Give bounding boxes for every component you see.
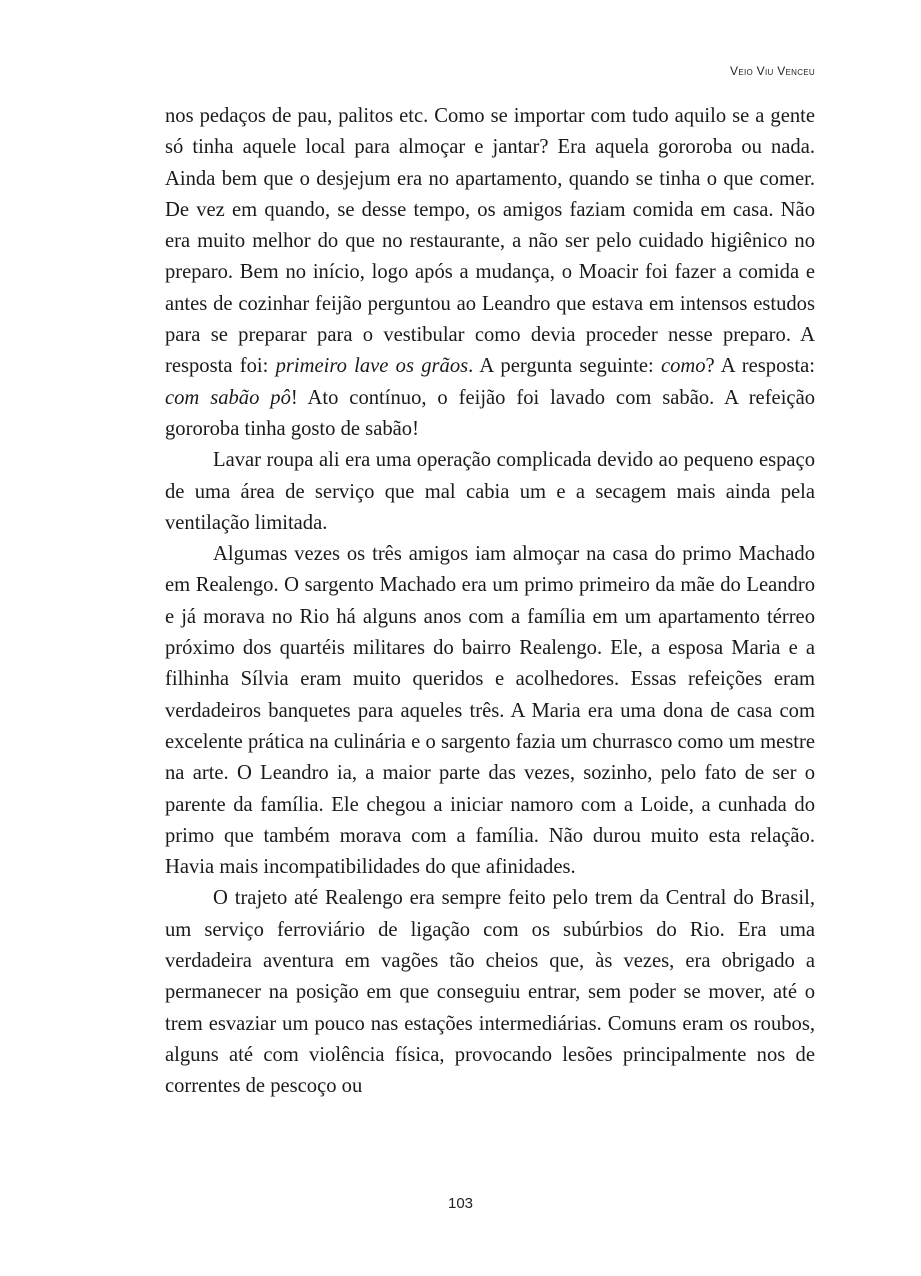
text-run: Lavar roupa ali era uma operação complicada devido ao pequeno espaço de uma área de serviço que mal cabia um e a secagem mais ainda pela ventilação limitada. [165, 449, 815, 534]
italic-run: primeiro lave os grãos [275, 355, 469, 378]
text-run: nos pedaços de pau, palitos etc. Como se importar com tudo aquilo se a gente só tinha aquele local para almoçar e jantar? Era aquela gororoba ou nada. Ainda bem que o desjejum era no apartamento, quando se tinha o que comer. De vez em quando, se desse tempo, os amigos faziam comida em casa. Não era muito melhor do que no restaurante, a não ser pelo cuidado higiênico no preparo. Bem no início, logo após a mudança, o Moacir foi fazer a comida e antes de cozinhar feijão perguntou ao Leandro que estava em intensos estudos para se preparar para o vestibular como devia proceder nesse preparo. A resposta foi: [165, 105, 815, 378]
text-run: ! Ato contínuo, o feijão foi lavado com sabão. A refeição gororoba tinha gosto de sabão! [165, 386, 816, 440]
text-run: . A pergunta seguinte: [468, 355, 661, 378]
paragraph [165, 539, 815, 883]
paragraph [165, 101, 815, 445]
text-run: O trajeto até Realengo era sempre feito pelo trem da Central do Brasil, um serviço ferroviário de ligação com os subúrbios do Rio. Era uma verdadeira aventura em vagões tão cheios que, às vezes, era obrigado a permanecer na posição em que conseguiu entrar, sem poder se mover, até o trem esvaziar um pouco nas estações intermediárias. Comuns eram os roubos, alguns até com violência física, provocando lesões principalmente nos de correntes de pescoço ou [165, 887, 815, 1098]
paragraph [165, 445, 815, 539]
running-header: Veio Viu Venceu [730, 64, 815, 78]
text-run: Algumas vezes os três amigos iam almoçar na casa do primo Machado em Realengo. O sargento Machado era um primo primeiro da mãe do Leandro e já morava no Rio há alguns anos com a família em um apartamento térreo próximo dos quartéis militares do bairro Realengo. Ele, a esposa Maria e a filhinha Sílvia eram muito queridos e acolhedores. Essas refeições eram verdadeiros banquetes para aqueles três. A Maria era uma dona de casa com excelente prática na culinária e o sargento fazia um churrasco como um mestre na arte. O Leandro ia, a maior parte das vezes, sozinho, pelo fato de ser o parente da família. Ele chegou a iniciar namoro com a Loide, a cunhada do primo que também morava com a família. Não durou muito esta relação. Havia mais incompatibilidades do que afinidades. [165, 543, 815, 879]
body-text [165, 101, 815, 1103]
italic-run: com sabão pô [165, 386, 291, 409]
italic-run: como [660, 355, 706, 378]
paragraph [165, 883, 815, 1102]
page-number: 103 [447, 1195, 474, 1212]
text-run: ? A resposta: [705, 355, 815, 378]
